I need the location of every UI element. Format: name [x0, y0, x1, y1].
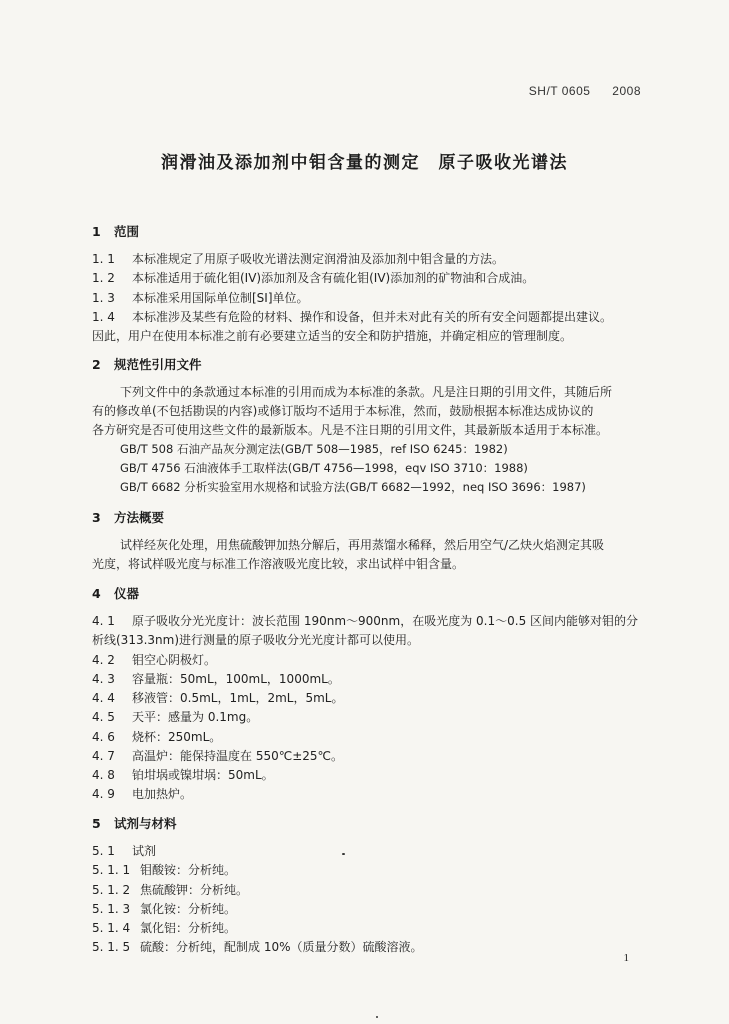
- page-number: 1: [623, 952, 629, 964]
- clause-4-7: 4. 7 高温炉：能保持温度在 550℃±25℃。: [92, 749, 343, 763]
- clause-4-3: 4. 3 容量瓶：50mL，100mL，1000mL。: [92, 672, 340, 686]
- clause-4-2: 4. 2 钼空心阴极灯。: [92, 653, 217, 667]
- clause-4-6: 4. 6 烧杯：250mL。: [92, 730, 222, 744]
- document-title: 润滑油及添加剂中钼含量的测定 原子吸收光谱法: [161, 153, 568, 173]
- section-2-paragraph-line-3: 各方研究是否可使用这些文件的最新版本。凡是不注日期的引用文件，其最新版本适用于本标准。: [92, 423, 609, 437]
- clause-5-1-2: 5. 1. 2 焦硫酸钾：分析纯。: [92, 883, 249, 897]
- scan-speck: [342, 853, 345, 855]
- reference-gb-t-6682: GB/T 6682 分析实验室用水规格和试验方法(GB/T 6682—1992，neq ISO 3696：1987): [120, 480, 586, 494]
- clause-1-4-continued: 因此，用户在使用本标准之前有必要建立适当的安全和防护措施，并确定相应的管理制度。: [92, 329, 573, 343]
- section-1-heading: 1 范围: [92, 224, 140, 239]
- section-2-paragraph-line-1: 下列文件中的条款通过本标准的引用而成为本标准的条款。凡是注日期的引用文件，其随后所: [120, 385, 613, 399]
- clause-1-4: 1. 4 本标准涉及某些有危险的材料、操作和设备，但并未对此有关的所有安全问题都提出建议。: [92, 310, 613, 324]
- clause-1-2: 1. 2 本标准适用于硫化钼(IV)添加剂及含有硫化钼(IV)添加剂的矿物油和合成油。: [92, 271, 535, 285]
- section-3-heading: 3 方法概要: [92, 510, 165, 525]
- clause-5-1-3: 5. 1. 3 氯化铵：分析纯。: [92, 902, 237, 916]
- clause-4-8: 4. 8 铂坩埚或镍坩埚：50mL。: [92, 768, 274, 782]
- clause-4-1: 4. 1 原子吸收分光光度计：波长范围 190nm～900nm，在吸光度为 0.1～0.5 区间内能够对钼的分: [92, 614, 639, 628]
- section-2-heading: 2 规范性引用文件: [92, 357, 202, 372]
- clause-4-5: 4. 5 天平：感量为 0.1mg。: [92, 710, 259, 724]
- clause-5-1-4: 5. 1. 4 氯化铝：分析纯。: [92, 921, 237, 935]
- clause-5-1-5: 5. 1. 5 硫酸：分析纯，配制成 10%（质量分数）硫酸溶液。: [92, 940, 423, 954]
- clause-4-1-continued: 析线(313.3nm)进行测量的原子吸收分光光度计都可以使用。: [92, 633, 420, 647]
- clause-5-1: 5. 1 试剂: [92, 844, 157, 858]
- clause-4-9: 4. 9 电加热炉。: [92, 787, 193, 801]
- clause-4-4: 4. 4 移液管：0.5mL，1mL，2mL，5mL。: [92, 691, 344, 705]
- clause-1-3: 1. 3 本标准采用国际单位制[SI]单位。: [92, 291, 309, 305]
- section-5-heading: 5 试剂与材料: [92, 816, 177, 831]
- reference-gb-t-4756: GB/T 4756 石油液体手工取样法(GB/T 4756—1998，eqv ISO 3710：1988): [120, 461, 528, 475]
- section-2-paragraph-line-2: 有的修改单(不包括勘误的内容)或修订版均不适用于本标准，然而，鼓励根据本标准达成协议的: [92, 404, 594, 418]
- reference-gb-t-508: GB/T 508 石油产品灰分测定法(GB/T 508—1985，ref ISO 6245：1982): [120, 442, 508, 456]
- standard-code: [529, 84, 641, 98]
- section-4-heading: 4 仪器: [92, 586, 140, 601]
- scan-speck: [376, 1016, 378, 1018]
- standard-year: 2008: [612, 84, 641, 98]
- standard-number: SH/T 0605: [528, 84, 591, 98]
- clause-5-1-1: 5. 1. 1 钼酸铵：分析纯。: [92, 863, 237, 877]
- section-3-paragraph-line-2: 光度，将试样吸光度与标准工作溶液吸光度比较，求出试样中钼含量。: [92, 557, 465, 571]
- section-3-paragraph-line-1: 试样经灰化处理，用焦硫酸钾加热分解后，再用蒸馏水稀释，然后用空气/乙炔火焰测定其吸: [120, 538, 605, 552]
- clause-1-1: 1. 1 本标准规定了用原子吸收光谱法测定润滑油及添加剂中钼含量的方法。: [92, 252, 505, 266]
